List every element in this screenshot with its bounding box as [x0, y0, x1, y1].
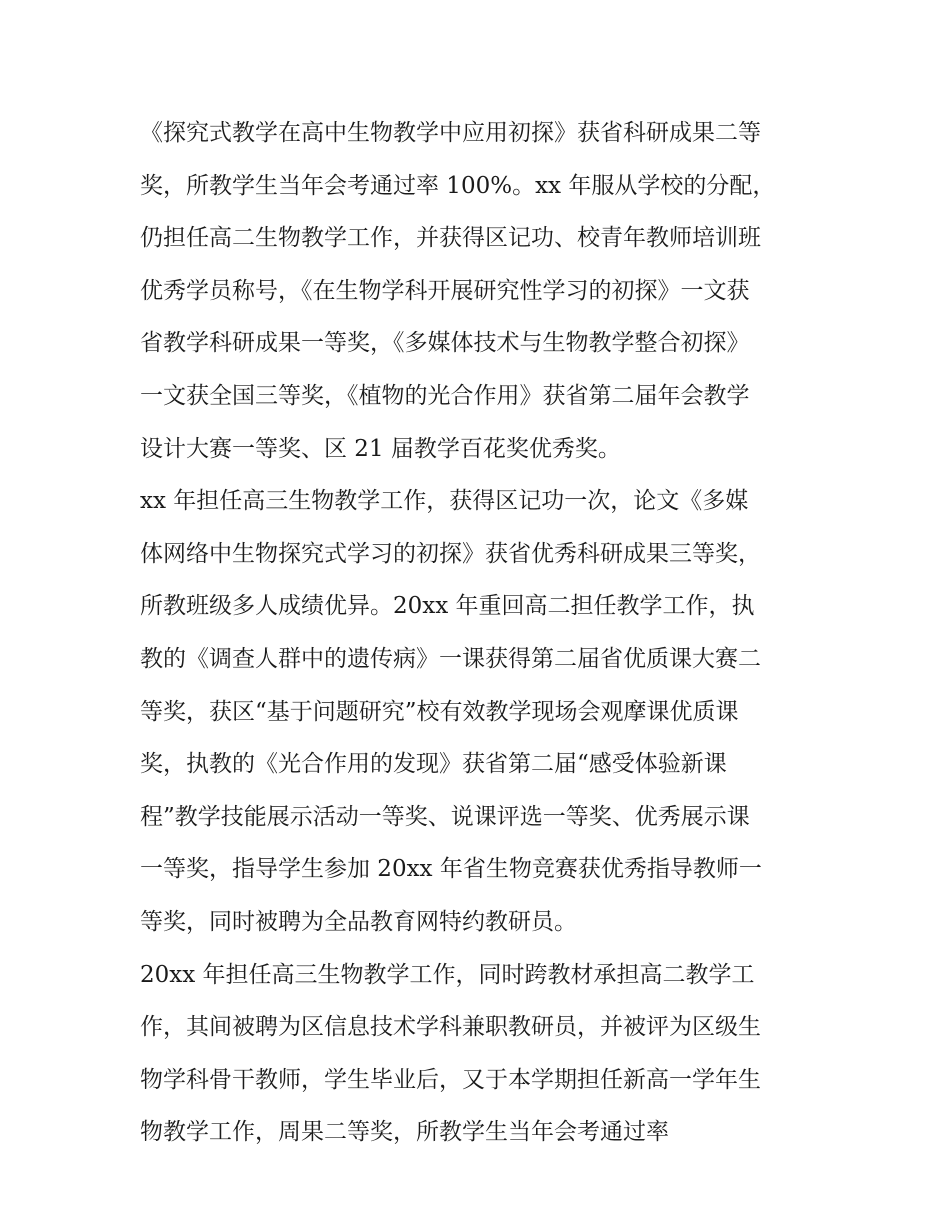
text-line: 设计大赛一等奖、区 21 届教学百花奖优秀奖。: [140, 435, 621, 462]
body-text: [140, 107, 830, 1159]
text-line: 物学科骨干教师，学生毕业后，又于本学期担任新高一学年生: [140, 1066, 761, 1093]
text-line: 所教班级多人成绩优异。20xx 年重回高二担任教学工作，执: [140, 593, 755, 620]
text-line: 《探究式教学在高中生物教学中应用初探》获省科研成果二等: [140, 120, 761, 146]
text-line: xx 年担任高三生物教学工作，获得区记功一次，论文《多媒: [140, 488, 749, 515]
text-line: 20xx 年担任高三生物教学工作，同时跨教材承担高二教学工: [140, 961, 755, 988]
text-line: 一文获全国三等奖，《植物的光合作用》获省第二届年会教学: [140, 382, 750, 409]
text-line: 作，其间被聘为区信息技术学科兼职教研员，并被评为区级生: [140, 1014, 761, 1041]
text-line: 一等奖，指导学生参加 20xx 年省生物竞赛获优秀指导教师一: [140, 856, 762, 883]
text-line: 优秀学员称号，《在生物学科开展研究性学习的初探》一文获: [140, 277, 750, 304]
text-line: 奖，执教的《光合作用的发现》获省第二届“感受体验新课: [140, 751, 727, 778]
text-line: 等奖，获区“基于问题研究”校有效教学现场会观摩课优质课: [140, 698, 739, 725]
text-line: 等奖，同时被聘为全品教育网特约教研员。: [140, 908, 577, 935]
text-line: 教的《调查人群中的遗传病》一课获得第二届省优质课大赛二: [140, 645, 761, 672]
text-line: 仍担任高二生物教学工作，并获得区记功、校青年教师培训班: [140, 225, 761, 252]
text-line: 省教学科研成果一等奖，《多媒体技术与生物教学整合初探》: [140, 330, 750, 357]
text-line: 体网络中生物探究式学习的初探》获省优秀科研成果三等奖，: [140, 540, 761, 567]
text-line: 程”教学技能展示活动一等奖、说课评选一等奖、优秀展示课: [140, 803, 750, 830]
text-line: 奖，所教学生当年会考通过率 100%。xx 年服从学校的分配，: [140, 172, 776, 199]
text-line: 物教学工作，周果二等奖，所教学生当年会考通过率: [140, 1119, 669, 1146]
